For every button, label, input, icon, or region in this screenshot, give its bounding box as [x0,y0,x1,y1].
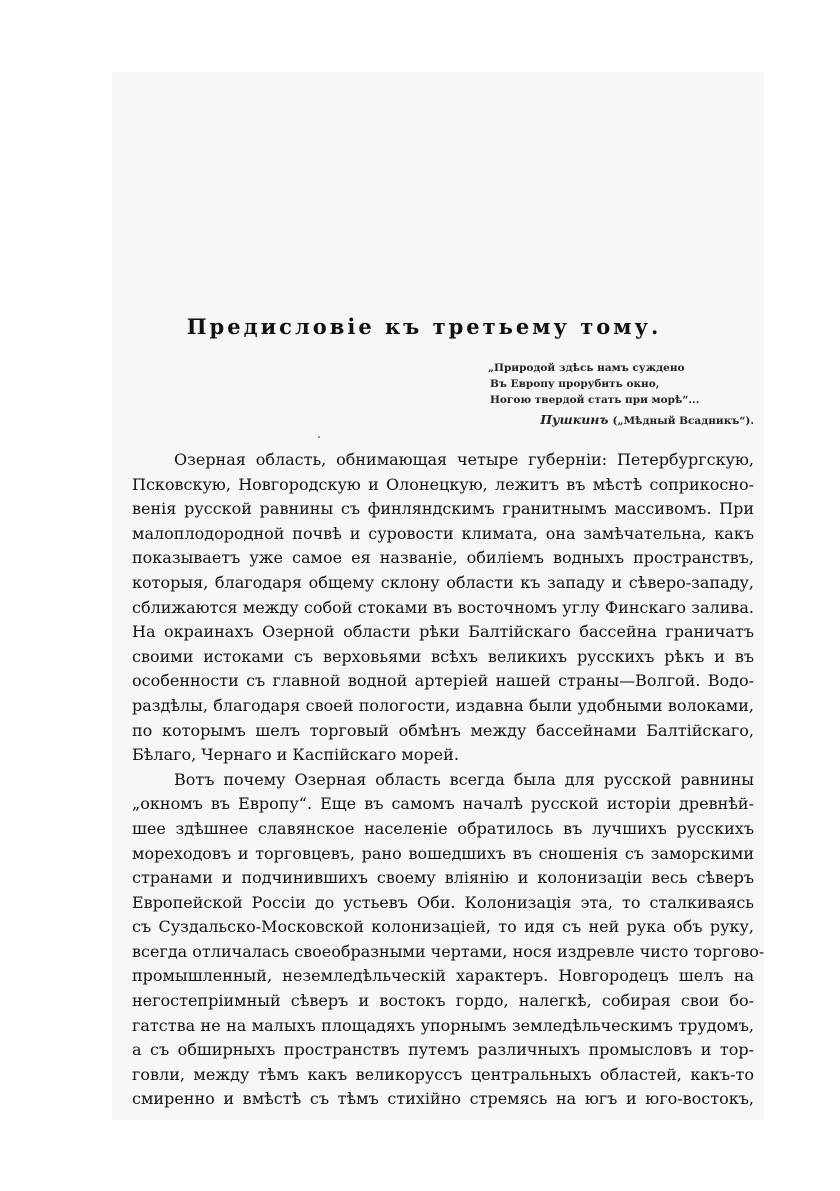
print-speck [318,436,320,438]
text-line: Европейской Россіи до устьевъ Оби. Колонизація эта, то сталкиваясь [132,892,754,912]
epigraph-line: Ногою твердой стать при морѣ“... [490,394,700,406]
text-line: мореходовъ и торговцевъ, рано вошедшихъ въ сношенія съ заморскими [132,843,754,863]
epigraph-author: Пушкинъ [540,412,609,427]
epigraph-line: Въ Европу прорубить окно, [490,378,660,390]
text-line: гатства не на малыхъ площадяхъ упорнымъ земледѣльческимъ трудомъ, [132,1015,754,1035]
text-line: всегда отличалась своеобразными чертами, нося издревле чисто торгово- [132,941,765,961]
epigraph-work: („Мѣдный Всадникъ“). [612,415,754,427]
text-line: по которымъ шелъ торговый обмѣнъ между бассейнами Балтійскаго, [132,720,754,740]
text-line: съ Суздальско-Московской колонизаціей, то идя съ ней рука объ руку, [132,917,754,937]
text-line: малоплодородной почвѣ и суровости климата, она замѣчательна, какъ [132,523,754,543]
text-line: говли, между тѣмъ какъ великоруссъ центральныхъ областей, какъ-то [132,1064,754,1084]
text-line: Вотъ почему Озерная область всегда была для русской равнины [174,769,754,789]
text-line: Псковскую, Новгородскую и Олонецкую, лежитъ въ мѣстѣ соприкосно- [132,474,754,494]
text-line: негостепріимный сѣверъ и востокъ гордо, налегкѣ, собирая свои бо- [132,991,754,1011]
page-title: Предисловіе къ третьему тому. [186,314,662,339]
epigraph-line: „Природой здѣсь намъ суждено [488,362,685,374]
text-line: которыя, благодаря общему склону области къ западу и сѣверо-западу, [132,572,754,592]
paragraph [132,768,765,1112]
text-line: раздѣлы, благодаря своей пологости, издавна были удобными волоками, [132,695,754,715]
text-line: странами и подчинившихъ своему вліянію и колонизаціи весь сѣверъ [132,868,754,888]
text-line: показываетъ уже самое ея названіе, обиліемъ водныхъ пространствъ, [132,548,754,568]
text-line: смиренно и вмѣстѣ съ тѣмъ стихійно стремясь на югъ и юго-востокъ, [132,1089,754,1109]
text-line: Бѣлаго, Чернаго и Каспійскаго морей. [132,745,459,765]
text-line: Озерная область, обнимающая четыре губерніи: Петербургскую, [174,450,754,469]
epigraph-attribution [488,412,754,429]
text-line: На окраинахъ Озерной области рѣки Балтійскаго бассейна граничатъ [132,622,754,642]
text-line: сближаются между собой стоками въ восточномъ углу Финскаго залива. [132,597,754,617]
epigraph [488,360,758,429]
text-line: венія русской равнины съ финляндскимъ гранитнымъ массивомъ. При [132,499,754,519]
text-line: а съ обширныхъ пространствъ путемъ различныхъ промысловъ и тор- [132,1040,754,1060]
body-text [132,448,765,1112]
text-line: своими истоками съ верховьями всѣхъ великихъ русскихъ рѣкъ и въ [132,646,754,666]
text-line: промышленный, неземледѣльческій характеръ. Новгородецъ шелъ на [132,966,754,986]
text-line: особенности съ главной водной артеріей нашей страны—Волгой. Водо- [132,671,754,691]
paragraph [132,448,754,768]
text-line: шее здѣшнее славянское населеніе обратилось въ лучшихъ русскихъ [132,818,754,838]
text-line: „окномъ въ Европу“. Еще въ самомъ началѣ русской исторіи древнѣй- [132,794,754,814]
